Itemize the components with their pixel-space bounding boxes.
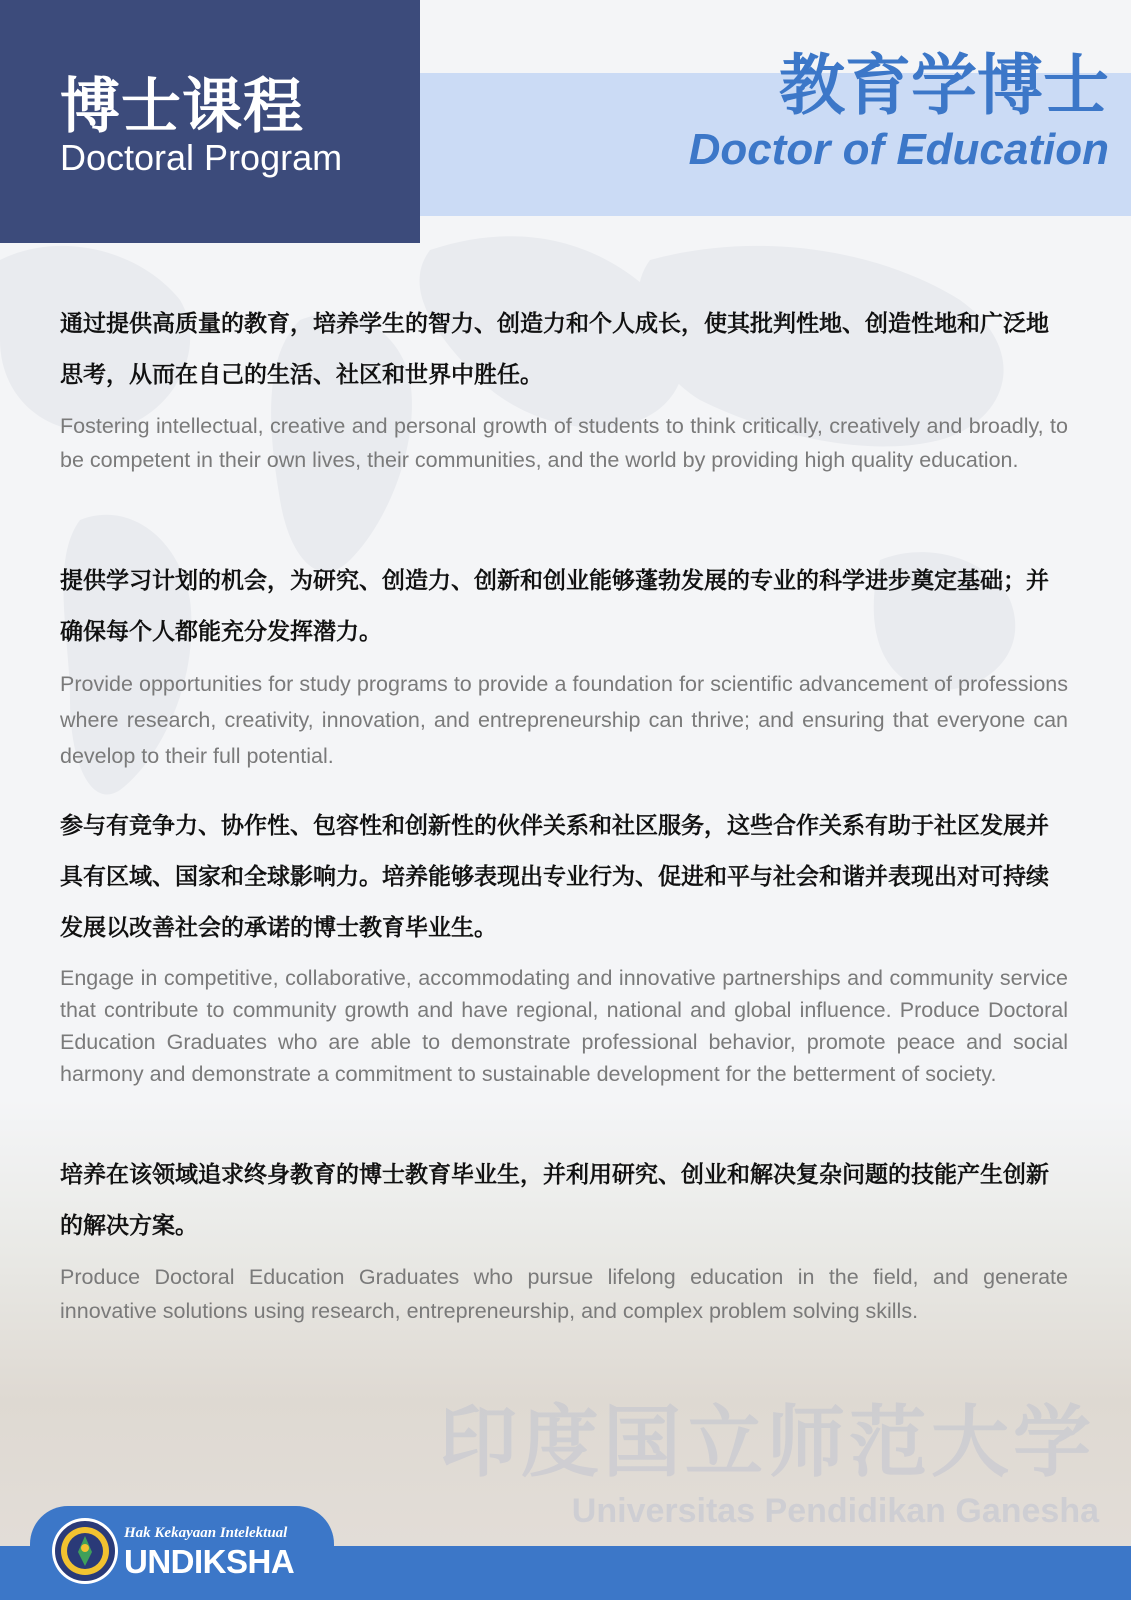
- section-1-en: Fostering intellectual, creative and personal growth of students to think critically, creatively and broadly, to be competent in their own lives, their communities, and the world by providing high quality education.: [60, 414, 1068, 472]
- section-4-zh: 培养在该领域追求终身教育的博士教育毕业生，并利用研究、创业和解决复杂问题的技能产生创新的解决方案。: [60, 1162, 1049, 1239]
- section-1-zh: 通过提供高质量的教育，培养学生的智力、创造力和个人成长，使其批判性地、创造性地和广泛地思考，从而在自己的生活、社区和世界中胜任。: [60, 311, 1049, 388]
- logo-wordmark: UNDIKSHA: [124, 1543, 295, 1580]
- university-seal-icon: [52, 1518, 118, 1584]
- degree-title-en: Doctor of Education: [688, 125, 1109, 174]
- section-3-en: Engage in competitive, collaborative, accommodating and innovative partnerships and community service that contribute to community growth and have regional, national and global influence. Produce Doctoral Education Graduates who are able to demonstrate professional behavior, promote peace and social harmony and demonstrate a commitment to sustainable development for the betterment of society.: [60, 966, 1068, 1086]
- university-watermark-zh: 印度国立师范大学: [438, 1398, 1095, 1488]
- section-3-zh: 参与有竞争力、协作性、包容性和创新性的伙伴关系和社区服务，这些合作关系有助于社区发展并具有区域、国家和全球影响力。培养能够表现出专业行为、促进和平与社会和谐并表现出对可持续发展以改善社会的承诺的博士教育毕业生。: [60, 813, 1049, 941]
- section-2-en: Provide opportunities for study programs to provide a foundation for scientific advancement of professions where research, creativity, innovation, and entrepreneurship can thrive; and ensuring that everyone can develop to their full potential.: [60, 672, 1068, 768]
- section-1: [60, 299, 1068, 477]
- program-title-en: Doctoral Program: [60, 137, 343, 178]
- section-2: [60, 556, 1068, 774]
- logo-caption: Hak Kekayaan Intelektual: [124, 1525, 288, 1541]
- university-watermark-en: Universitas Pendidikan Ganesha: [571, 1492, 1099, 1530]
- degree-title-zh: 教育学博士: [779, 47, 1109, 124]
- section-2-zh: 提供学习计划的机会，为研究、创造力、创新和创业能够蓬勃发展的专业的科学进步奠定基础；并确保每个人都能充分发挥潜力。: [60, 568, 1049, 645]
- section-4-en: Produce Doctoral Education Graduates who pursue lifelong education in the field, and generate innovative solutions using research, entrepreneurship, and complex problem solving skills.: [60, 1265, 1068, 1323]
- header-left-panel: [0, 0, 420, 243]
- section-3: [60, 801, 1068, 1090]
- program-title-zh: 博士课程: [60, 72, 304, 142]
- section-4: [60, 1150, 1068, 1328]
